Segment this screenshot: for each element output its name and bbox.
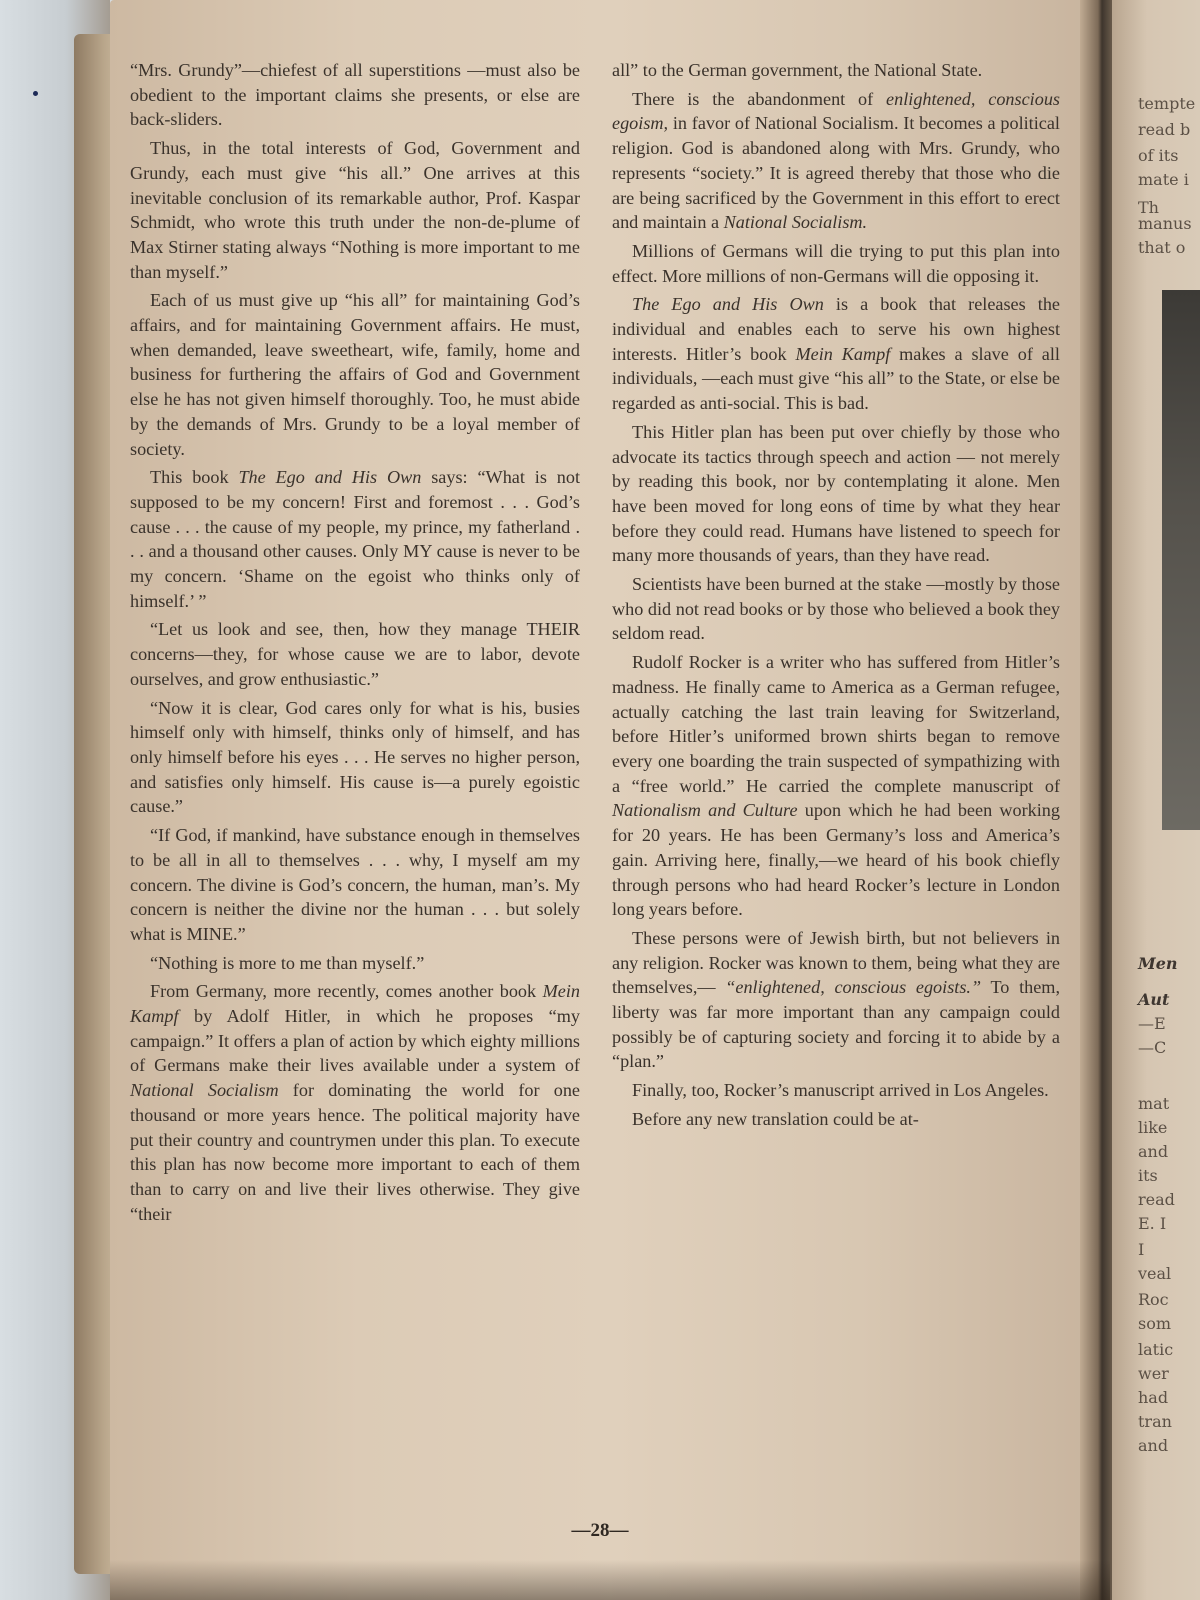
- facing-page-text-fragment: and: [1138, 1436, 1169, 1455]
- paragraph: [612, 239, 1060, 288]
- facing-page-text-fragment: E. I: [1138, 1214, 1167, 1233]
- right-text-column: [612, 58, 1060, 1136]
- facing-page-text-fragment: —C: [1138, 1038, 1167, 1057]
- text-run: for dominating the world for one thousand or more years hence. The political majority have put their country and countrymen under this plan. To execute this plan has now become more important to each of them than to carry on and live their lives otherwise. They give “their: [130, 1080, 580, 1224]
- italic-text: National Socialism.: [723, 212, 868, 233]
- italic-text: The Ego and His Own: [632, 294, 824, 315]
- paragraph: [612, 926, 1060, 1074]
- text-run: Each of us must give up “his all” for maintaining God’s affairs, and for maintaining Government affairs. He must, when demanded, leave sweetheart, wife, family, home and business for furthering the affairs of God and Government else he has not given himself thoroughly. Too, he must abide by the demands of Mrs. Grundy to be a loyal member of society.: [130, 290, 580, 459]
- paragraph: [612, 58, 1060, 83]
- text-run: Finally, too, Rocker’s manuscript arrived in Los Angeles.: [632, 1080, 1049, 1101]
- paragraph: [612, 650, 1060, 922]
- ink-mark: [33, 91, 38, 96]
- facing-page-text-fragment: I: [1138, 1240, 1145, 1259]
- text-run: all” to the German government, the National State.: [612, 60, 983, 80]
- paragraph: [130, 696, 580, 820]
- text-run: is a book that releases the individual and enables each to serve his own highest interests. Hitler’s book: [612, 294, 1060, 364]
- text-run: “Mrs. Grundy”—chiefest of all superstitions —must also be obedient to the important claims she presents, or else are back-sliders.: [130, 60, 580, 130]
- facing-page-text-fragment: manus: [1138, 214, 1192, 233]
- facing-page-text-fragment: Th: [1138, 198, 1159, 217]
- facing-page-text-fragment: Aut: [1138, 990, 1170, 1009]
- facing-page-text-fragment: som: [1138, 1314, 1172, 1333]
- paragraph: [612, 87, 1060, 235]
- facing-page-text-fragment: Roc: [1138, 1290, 1169, 1309]
- left-text-column: [130, 58, 580, 1230]
- italic-text: The Ego and His Own: [238, 467, 422, 488]
- facing-page-text-fragment: read b: [1138, 120, 1191, 139]
- text-run: These persons were of Jewish birth, but not believers in any religion. Rocker was known to them, being what they are themselves,—: [612, 927, 1060, 998]
- text-run: upon which he had been working for 20 years. He has been Germany’s loss and America’s gain. Arriving here, finally,—we heard of his book chiefly through persons who had heard Rocker’s lecture in London long years before.: [612, 800, 1060, 920]
- facing-page-text-fragment: —E: [1138, 1014, 1166, 1033]
- paragraph: [612, 292, 1060, 416]
- italic-text: Mein Kampf: [130, 981, 580, 1027]
- facing-page-text-fragment: Men: [1138, 954, 1178, 973]
- paragraph: [130, 288, 580, 461]
- italic-text: enlightened, conscious egoism,: [612, 88, 1060, 134]
- paragraph: [612, 572, 1060, 646]
- text-run: “If God, if mankind, have substance enough in themselves to be all in all to themselves . . . why, I myself am my concern. The divine is God’s concern, the human, man’s. My concern is neither the divine nor the human . . . but solely what is MINE.”: [130, 825, 580, 944]
- text-run: in favor of National Socialism. It becomes a political religion. God is abandoned along with Mrs. Grundy, who represents “society.” It is agreed thereby that those who die are being sacrificed by the Government in this effort to erect and maintain a: [612, 113, 1060, 233]
- paragraph: [130, 823, 580, 947]
- facing-page-text-fragment: read: [1138, 1190, 1175, 1209]
- facing-page-text-fragment: tran: [1138, 1412, 1172, 1431]
- text-run: “Let us look and see, then, how they manage THEIR concerns—they, for whose cause we are to labor, devote ourselves, and grow enthusiastic.”: [130, 619, 580, 689]
- text-run: “Now it is clear, God cares only for what is his, busies himself only with himself, thinks only of himself, and has only himself before his eyes . . . He serves no higher person, and satisfies only himself. His cause is—a purely egoistic cause.”: [130, 697, 580, 817]
- italic-text: National Socialism: [130, 1080, 279, 1101]
- italic-text: “enlightened, conscious egoists.”: [725, 977, 982, 998]
- paragraph: [130, 979, 580, 1226]
- paragraph: [130, 465, 580, 613]
- facing-page: [1112, 0, 1200, 1600]
- facing-page-text-fragment: and: [1138, 1142, 1169, 1161]
- text-run: Rudolf Rocker is a writer who has suffered from Hitler’s madness. He finally came to America as a German refugee, actually catching the last train leaving for Switzerland, before Hitler’s uniformed brown shirts began to remove every one boarding the train suspected of sympathizing with a “free world.” He carried the complete manuscript of: [612, 652, 1060, 796]
- facing-page-text-fragment: like: [1138, 1118, 1168, 1137]
- facing-page-text-fragment: latic: [1138, 1340, 1174, 1359]
- facing-page-text-fragment: tempte: [1138, 94, 1196, 113]
- facing-page-photo: [1162, 290, 1200, 830]
- facing-page-text-fragment: of its: [1138, 146, 1179, 165]
- text-run: To them, liberty was far more important than any campaign could possibly be of capturing society and forcing it to abide by a “plan.”: [612, 977, 1060, 1072]
- paragraph: [612, 1078, 1060, 1103]
- paragraph: [612, 420, 1060, 568]
- text-run: There is the abandonment of: [632, 88, 887, 109]
- text-run: Millions of Germans will die trying to put this plan into effect. More millions of non-Germans will die opposing it.: [612, 240, 1060, 286]
- page-bottom-shadow: [110, 1560, 1110, 1600]
- paragraph: [612, 1107, 1060, 1132]
- paragraph: [130, 951, 580, 976]
- paragraph: [130, 617, 580, 691]
- italic-text: Nationalism and Culture: [612, 800, 798, 821]
- text-run: Before any new translation could be at-: [632, 1108, 919, 1129]
- facing-page-text-fragment: wer: [1138, 1364, 1169, 1383]
- text-run: From Germany, more recently, comes another book: [150, 981, 543, 1002]
- text-run: This Hitler plan has been put over chiefly by those who advocate its tactics through speech and action — not merely by reading this book, nor by contemplating it alone. Men have been moved for long eons of time by what they hear before they could read. Humans have listened to speech for many more thousands of years, than they have read.: [612, 421, 1060, 566]
- facing-page-text-fragment: its: [1138, 1166, 1158, 1185]
- text-run: “Nothing is more to me than myself.”: [150, 952, 425, 973]
- facing-page-text-fragment: mat: [1138, 1094, 1170, 1113]
- text-run: This book: [150, 467, 239, 488]
- facing-page-text-fragment: that o: [1138, 238, 1186, 257]
- text-run: says: “What is not supposed to be my concern! First and foremost . . . God’s cause . . . the cause of my people, my prince, my fatherland . . . and a thousand other causes. Only MY cause is never to be my concern. ‘Shame on the egoist who thinks only of himself.’ ”: [130, 467, 580, 611]
- italic-text: Mein Kampf: [795, 343, 891, 364]
- text-run: Scientists have been burned at the stake —mostly by those who did not read books or by those who believed a book they seldom read.: [612, 574, 1060, 644]
- text-run: Thus, in the total interests of God, Government and Grundy, each must give “his all.” One arrives at this inevitable conclusion of its remarkable author, Prof. Kaspar Schmidt, who wrote this truth under the non-de-plume of Max Stirner stating always “Nothing is more important to me than myself.”: [130, 138, 580, 282]
- paragraph: [130, 136, 580, 284]
- facing-page-text-fragment: mate i: [1138, 170, 1189, 189]
- text-run: makes a slave of all individuals, —each must give “his all” to the State, or else be regarded as anti-social. This is bad.: [612, 343, 1060, 414]
- facing-page-text-fragment: veal: [1138, 1264, 1172, 1283]
- paragraph: [130, 58, 580, 132]
- facing-page-text-fragment: had: [1138, 1388, 1169, 1407]
- page-number: —28—: [571, 1520, 629, 1541]
- text-run: by Adolf Hitler, in which he proposes “my campaign.” It offers a plan of action by which eighty millions of Germans make their lives available under a system of: [130, 1006, 580, 1076]
